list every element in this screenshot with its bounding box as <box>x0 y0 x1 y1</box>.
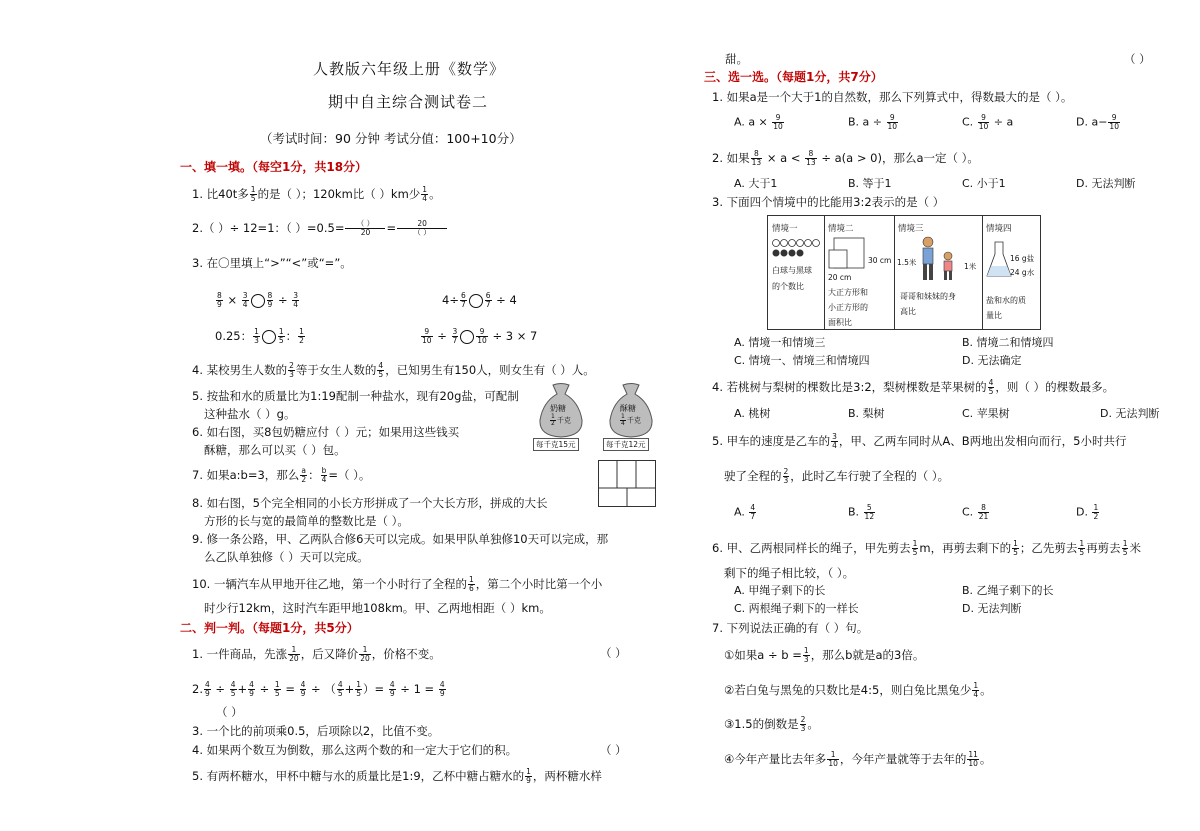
option-d[interactable]: D. 无法判断 <box>962 602 1022 615</box>
answer-paren[interactable]: （ ） <box>600 646 627 660</box>
compare-circle[interactable] <box>262 330 276 344</box>
question-3-2: 2. 如果 $\frac{8}{13}$ × a < $\frac{8}{13}$ ÷ a(a > 0)，那么a一定（ ）。 <box>712 149 979 167</box>
exam-meta: （考试时间：90 分钟 考试分值：100+10分） <box>260 131 522 146</box>
option-b[interactable]: B. 等于1 <box>848 177 892 190</box>
squares-icon <box>828 236 868 270</box>
question-1-6a: 6. 如右图，买8包奶糖应付（ ）元；如果用这些钱买 <box>192 425 460 439</box>
compare-circle[interactable] <box>460 330 474 344</box>
question-2-4: 4. 如果两个数互为倒数，那么这两个数的和一定大于它们的积。 <box>192 743 518 757</box>
option-d[interactable]: D. 无法判断 <box>1076 177 1136 190</box>
statement-4: ④今年产量比去年多 $\frac{1}{10}$ ，今年产量就等于去年的 $\frac{11}{10}$ 。 <box>724 750 992 768</box>
option-a[interactable]: A. 大于1 <box>734 177 778 190</box>
compare-circle[interactable] <box>469 294 483 308</box>
candy-bag-crisp <box>605 382 657 454</box>
candy-bag-milk <box>535 382 587 454</box>
flask-icon <box>986 240 1012 280</box>
question-1-2: 2.（ ）÷ 12=1：（ ）=0.5= $\frac{( )}{20}$ = $\frac{20}{( )}$ <box>192 220 448 237</box>
scene-table <box>767 215 1041 330</box>
page-subtitle: 期中自主综合测试卷二 <box>328 93 489 111</box>
bag-weight: $\frac{1}{2}$ 千克 <box>551 413 571 427</box>
question-2-3: 3. 一个比的前项乘0.5，后项除以2，比值不变。 <box>192 724 440 738</box>
question-3-3: 3. 下面四个情境中的比能用3:2表示的是（ ） <box>712 195 945 209</box>
option-c[interactable]: C. $\frac{8}{21}$ <box>962 503 989 521</box>
option-d[interactable]: D. 无法判断 <box>1100 407 1160 420</box>
page-title: 人教版六年级上册《数学》 <box>313 60 506 78</box>
question-1-8b: 方形的长与宽的最简单的整数比是（ ）。 <box>204 514 409 528</box>
option-b[interactable]: B. a ÷ $\frac{9}{10}$ <box>848 113 898 131</box>
question-3-5: 5. 甲车的速度是乙车的 $\frac{3}{4}$ ，甲、乙两车同时从A、B两地出发相向而行，5小时共行 <box>712 432 1127 450</box>
option-d[interactable]: D. $\frac{1}{2}$ <box>1076 503 1099 521</box>
rectangle-diagram <box>598 460 656 507</box>
question-3-6b: 剩下的绳子相比较，（ ）。 <box>724 566 855 580</box>
compare-2: 4÷ $\frac{6}{7}$ $\frac{6}{7}$ ÷ 4 <box>442 291 517 309</box>
question-1-8a: 8. 如右图，5个完全相同的小长方形拼成了一个大长方形，拼成的大长 <box>192 496 548 510</box>
option-a[interactable]: A. a × $\frac{9}{10}$ <box>734 113 783 131</box>
question-2-5: 5. 有两杯糖水，甲杯中糖与水的质量比是1:9，乙杯中糖占糖水的 $\frac{1}{9}$ ，两杯糖水样 <box>192 767 602 785</box>
option-b[interactable]: B. $\frac{5}{12}$ <box>848 503 875 521</box>
compare-circle[interactable] <box>251 294 265 308</box>
option-b[interactable]: B. 情境二和情境四 <box>962 336 1054 349</box>
section-title-judge: 二、判一判。（每题1分，共5分） <box>180 621 359 635</box>
continued-text: 甜。 <box>725 52 748 66</box>
compare-3: 0.25： $\frac{1}{3}$ $\frac{1}{5}$ ： $\frac{1}{2}$ <box>215 327 304 345</box>
balls-icon <box>772 238 822 260</box>
bag-price: 每千克15元 <box>533 438 579 451</box>
question-1-6b: 酥糖，那么可以买（ ）包。 <box>204 443 346 457</box>
option-a[interactable]: A. 甲绳子剩下的长 <box>734 584 826 597</box>
question-1-3: 3. 在〇里填上“>”“<”或“=”。 <box>192 256 352 270</box>
bag-label: 奶糖 <box>550 404 566 413</box>
question-1-1: 1. 比40t多 $\frac{1}{5}$ 的是（ ）；120km比（ ）km少 $\frac{1}{4}$ 。 <box>192 185 441 203</box>
option-b[interactable]: B. 梨树 <box>848 407 885 420</box>
scene-3: 情境三 1.5米 1米 哥哥和妹妹的身 高比 <box>894 216 983 329</box>
bag-price: 每千克12元 <box>603 438 649 451</box>
scene-2: 情境二 30 cm 20 cm 大正方形和 小正方形的 面积比 <box>824 216 895 329</box>
answer-paren[interactable]: （ ） <box>216 705 243 719</box>
question-3-5b: 驶了全程的 $\frac{2}{3}$ ，此时乙车行驶了全程的（ ）。 <box>724 467 950 485</box>
question-1-9a: 9. 修一条公路，甲、乙两队合修6天可以完成。如果甲队单独修10天可以完成，那 <box>192 532 609 546</box>
option-c[interactable]: C. 情境一、情境三和情境四 <box>734 354 870 367</box>
question-1-10a: 10. 一辆汽车从甲地开往乙地，第一个小时行了全程的 $\frac{1}{6}$ ，第二个小时比第一个小 <box>192 575 603 593</box>
question-3-7: 7. 下列说法正确的有（ ）句。 <box>712 621 869 635</box>
option-a[interactable]: A. 情境一和情境三 <box>734 336 826 349</box>
option-d[interactable]: D. a− $\frac{9}{10}$ <box>1076 113 1119 131</box>
bag-weight: $\frac{1}{4}$ 千克 <box>621 413 641 427</box>
option-a[interactable]: A. 桃树 <box>734 407 771 420</box>
option-c[interactable]: C. 苹果树 <box>962 407 1010 420</box>
option-c[interactable]: C. $\frac{9}{10}$ ÷ a <box>962 113 1014 131</box>
option-c[interactable]: C. 小于1 <box>962 177 1006 190</box>
question-1-4: 4. 某校男生人数的 $\frac{2}{3}$ 等于女生人数的 $\frac{4}{5}$ ，已知男生有150人，则女生有（ ）人。 <box>192 361 595 379</box>
statement-2: ②若白兔与黑兔的只数比是4:5，则白兔比黑兔少 $\frac{1}{4}$ 。 <box>724 681 992 699</box>
question-1-7: 7. 如果a:b=3，那么 $\frac{a}{2}$ ： $\frac{b}{4}$ =（ ）。 <box>192 466 371 484</box>
option-c[interactable]: C. 两根绳子剩下的一样长 <box>734 602 859 615</box>
siblings-icon <box>914 236 962 282</box>
question-3-6: 6. 甲、乙两根同样长的绳子，甲先剪去 $\frac{1}{5}$ m，再剪去剩下的 $\frac{1}{5}$ ；乙先剪去 $\frac{1}{5}$ 再剪去 $\frac{1}{5}$ 米 <box>712 539 1141 557</box>
question-1-10b: 时少行12km，这时汽车距甲地108km。甲、乙两地相距（ ）km。 <box>204 601 551 615</box>
question-2-2: 2. $\frac{4}{9}$ ÷ $\frac{4}{5}$ + $\frac{4}{9}$ ÷ $\frac{1}{5}$ = $\frac{4}{9}$ ÷ （ $\frac{4}{5}$ + $\frac{1}{5}$ ）= $\frac{4}{9}$ ÷ 1 = $\frac{4}{9}$ <box>192 680 445 698</box>
answer-paren[interactable]: （ ） <box>1124 52 1151 66</box>
statement-1: ①如果a ÷ b = $\frac{1}{3}$ ，那么b就是a的3倍。 <box>724 646 925 664</box>
question-1-5a: 5. 按盐和水的质量比为1:19配制一种盐水，现有20g盐，可配制 <box>192 389 519 403</box>
bag-label: 酥糖 <box>620 404 636 413</box>
scene-4: 情境四 16 g盐 24 g水 盐和水的质 量比 <box>986 224 1035 320</box>
question-1-5b: 这种盐水（ ）g。 <box>204 407 296 421</box>
option-d[interactable]: D. 无法确定 <box>962 354 1022 367</box>
option-a[interactable]: A. $\frac{4}{7}$ <box>734 503 756 521</box>
section-title-fill: 一、填一填。（每空1分，共18分） <box>180 160 368 174</box>
option-b[interactable]: B. 乙绳子剩下的长 <box>962 584 1054 597</box>
answer-paren[interactable]: （ ） <box>600 743 627 757</box>
question-3-4: 4. 若桃树与梨树的棵数比是3:2，梨树棵数是苹果树的 $\frac{4}{5}$ ，则（ ）的棵数最多。 <box>712 378 1115 396</box>
question-1-9b: 么乙队单独修（ ）天可以完成。 <box>204 550 369 564</box>
compare-1: $\frac{8}{9}$ × $\frac{3}{4}$ $\frac{8}{9}$ ÷ $\frac{3}{4}$ <box>217 291 299 309</box>
question-3-1: 1. 如果a是一个大于1的自然数，那么下列算式中，得数最大的是（ ）。 <box>712 90 1073 104</box>
compare-4: $\frac{9}{10}$ ÷ $\frac{3}{7}$ $\frac{9}{10}$ ÷ 3 × 7 <box>422 327 538 345</box>
question-2-1: 1. 一件商品，先涨 $\frac{1}{20}$ ，后又降价 $\frac{1}{20}$ ，价格不变。 <box>192 645 441 663</box>
section-title-choose: 三、选一选。（每题1分，共7分） <box>704 70 883 84</box>
scene-1: 情境一 白球与黑球 的个数比 <box>768 216 825 329</box>
statement-3: ③1.5的倒数是 $\frac{2}{3}$ 。 <box>724 715 819 733</box>
